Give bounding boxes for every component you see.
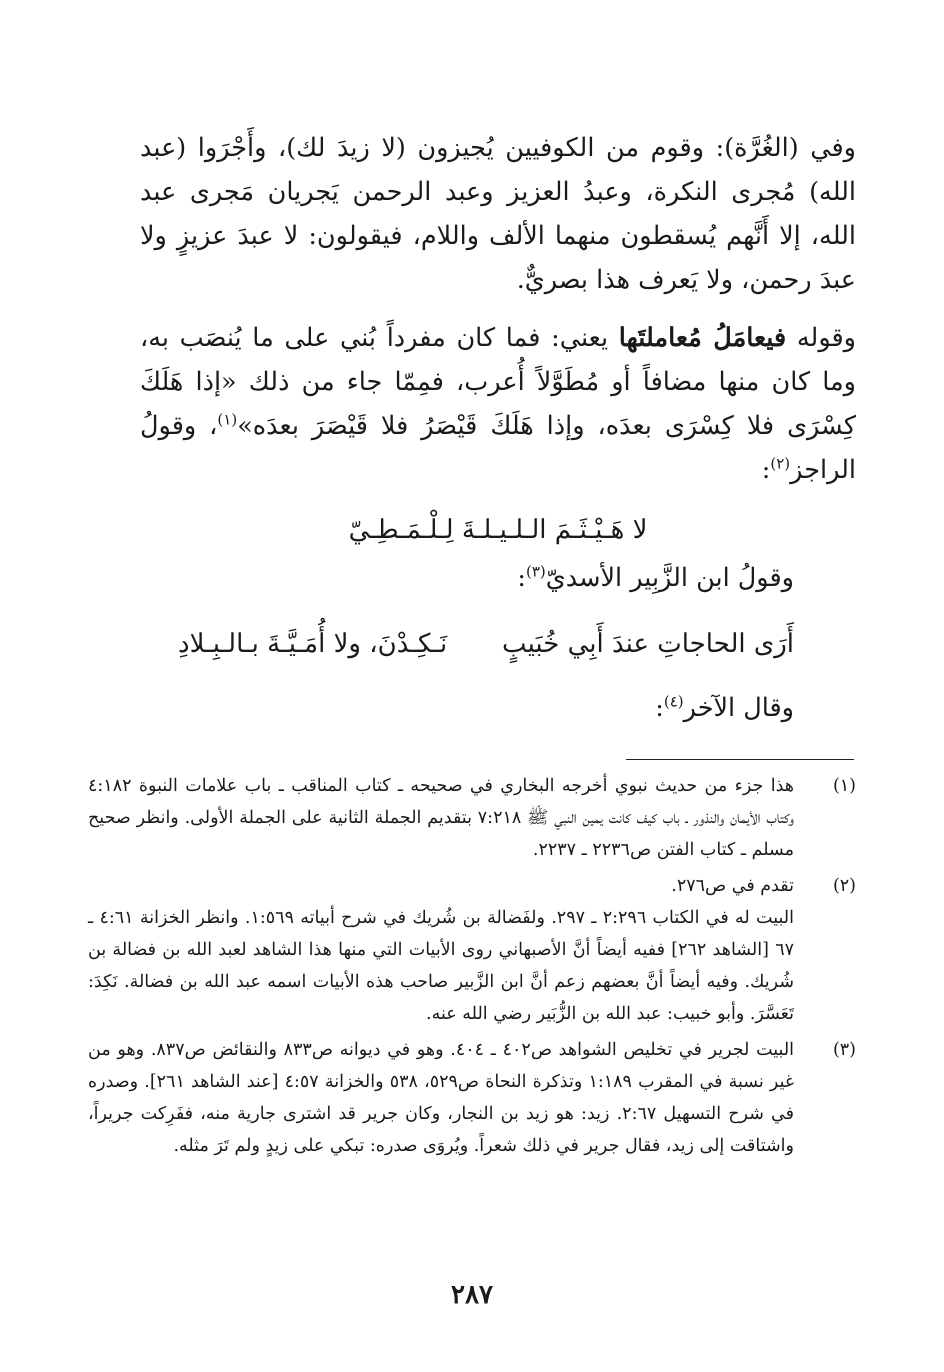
paragraph-2 [140, 316, 856, 492]
footnote-ref-3: (٣) [525, 562, 546, 581]
verse-1: لا هَـيْـثَـمَ الـلـيـلـةَ لِـلْـمَـطِـيّ [348, 515, 648, 545]
footnote-number: (١) [832, 776, 856, 796]
verse-3-intro-text: وقال الآخر [683, 693, 794, 723]
verse-2-intro-end: : [517, 563, 526, 593]
footnote-ref-4: (٤) [663, 692, 684, 711]
verse-2-intro-text: وقولُ ابن الزَّبِير الأسديّ [545, 563, 794, 593]
footnote-ref-2: (٢) [770, 454, 791, 473]
verse-3-intro-end: : [655, 693, 664, 723]
verse-2-first-hemistich: أَرَى الحاجاتِ عندَ أَبِي خُبَيبٍ [502, 629, 794, 659]
verse-3-intro [655, 688, 794, 728]
footnote-text: البيت له في الكتاب ٢:٢٩٦ ـ ٢٩٧. ولفَضالة بن شُريك في شرح أبياته ١:٥٦٩. وانظر الخزانة ٤:٦١ ـ ٦٧ [الشاهد ٢٦٢] ففيه أيضاً أنَّ الأصبهاني روى الأبيات التي منها هذا الشاهد لعبد الله بن فضالة بن شُريك. وفيه أيضاً أنَّ بعضهم زعم أنَّ ابن الزَّبير صاحب هذه الأبيات اسمه عبد الله بن فضالة. نَكِدَ: تَعَسَّرَ. وأبو خبيب: عبد الله بن الزُّبَير رضي الله عنه. [88, 908, 794, 1024]
main-text [140, 126, 856, 506]
paragraph-2-tail: ، وقولُ الراجز [140, 411, 856, 485]
footnote-1 [88, 770, 856, 866]
footnote-2 [88, 870, 856, 1030]
footnote-number: (٣) [832, 1040, 856, 1060]
footnote-text: هذا جزء من حديث نبوي أخرجه البخاري في صحيحه ـ كتاب المناقب ـ باب علامات النبوة ٤:١٨٢ وكتاب الأيمان والنذور ـ باب كيف كانت يمين النبي ﷺ ٧:٢١٨ بتقديم الجملة الثانية على الجملة الأولى. وانظر صحيح مسلم ـ كتاب الفتن ص٢٢٣٦ ـ ٢٢٣٧. [88, 776, 794, 860]
footnote-number: (٢) [832, 876, 856, 896]
footnote-ref-1: (١) [217, 410, 238, 429]
footnotes [88, 770, 856, 1166]
page-number: ٢٨٧ [451, 1280, 493, 1310]
paragraph-2-lead: وقوله [786, 323, 856, 353]
footnote-text: البيت لجرير في تخليص الشواهد ص٤٠٢ ـ ٤٠٤. وهو في ديوانه ص٨٣٣ والنقائض ص٨٣٧. وهو من غير نسبة في المقرب ١:١٨٩ وتذكرة النحاة ص٥٢٩، ٥٣٨ والخزانة ٤:٥٧ [عند الشاهد ٢٦١]. وصدره في شرح التسهيل ٢:٦٧. زيد: هو زيد بن النجار، وكان جرير قد اشترى جارية منه، ففَرِكت جريراً، واشتاقت إلى زيد، فقال جرير في ذلك شعراً. ويُروَى صدره: تبكي على زيدٍ ولم تَرَ مثله. [88, 1040, 795, 1156]
paragraph-1: وفي (الغُرَّة): وقوم من الكوفيين يُجيزون (لا زيدَ لك)، وأَجْرَوا (عبد الله) مُجرى النكرة، وعبدُ العزيز وعبد الرحمن يَجريان مَجرى عبد الله، إلا أَنَّهم يُسقطون منهما الألف واللام، فيقولون: لا عبدَ عزيزٍ ولا عبدَ رحمن، ولا يَعرف هذا بصريٌّ. [140, 133, 856, 295]
paragraph-2-text: يعني: فما كان مفرداً بُني على ما يُنصَب به، وما كان منها مضافاً أو مُطَوَّلاً أُعرب، فمِمّا جاء من ذلك «إذا هَلَكَ كِسْرَى فلا كِسْرَى بعدَه، وإذا هَلَكَ قَيْصَرُ فلا قَيْصَرَ بعدَه» [140, 323, 856, 441]
paragraph-2-end: : [761, 455, 771, 485]
verse-2-intro [517, 558, 794, 598]
footnote-text: تقدم في ص٢٧٦. [671, 876, 794, 896]
bold-phrase: فيعامَلُ مُعاملتَها [618, 323, 787, 353]
footnote-3 [88, 1034, 856, 1162]
verse-2-second-hemistich: نَـكِـدْنَ، ولا أُمَـيَّـةَ بـالـبِـلادِ [178, 629, 448, 659]
footnote-separator [626, 759, 854, 760]
